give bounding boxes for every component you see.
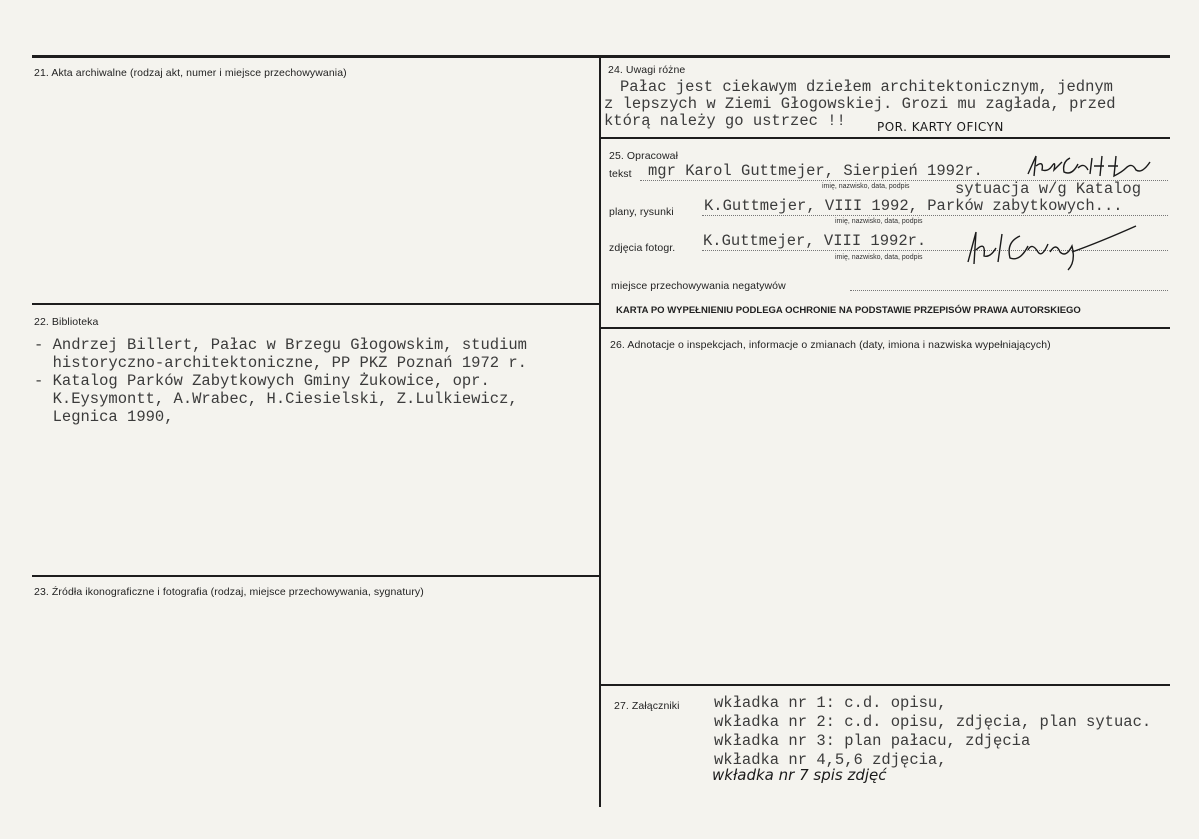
attachment-line-1: wkładka nr 1: c.d. opisu,	[714, 694, 947, 712]
section-27-label: 27. Załączniki	[614, 700, 680, 712]
section-25-label: 25. Opracował	[609, 150, 679, 162]
plany-value: K.Guttmejer, VIII 1992, Parków zabytkowych...	[704, 197, 1123, 215]
tekst-sub-label: imię, nazwisko, data, podpis	[822, 183, 910, 190]
section-24-label: 24. Uwagi różne	[608, 64, 686, 76]
remarks-line-1: Pałac jest ciekawym dziełem architektonicznym, jednym	[620, 78, 1113, 96]
rule-22-23	[32, 575, 600, 577]
plany-extra: sytuacja w/g Katalog	[955, 180, 1142, 198]
top-rule	[32, 55, 1170, 58]
zdjecia-value: K.Guttmejer, VIII 1992r.	[703, 232, 927, 250]
remarks-line-3: którą należy go ustrzec !!	[604, 112, 846, 130]
attachment-line-4: wkładka nr 4,5,6 zdjęcia,	[714, 751, 947, 769]
rule-25-26	[600, 327, 1170, 329]
plany-dotted-line	[702, 215, 1168, 216]
tekst-value: mgr Karol Guttmejer, Sierpień 1992r.	[648, 162, 983, 180]
bibliography-line-4: K.Eysymontt, A.Wrabec, H.Ciesielski, Z.Lulkiewicz,	[34, 390, 518, 408]
bibliography-line-3: - Katalog Parków Zabytkowych Gminy Żukowice, opr.	[34, 372, 490, 390]
attachment-handline: wkładka nr 7 spis zdjęć	[712, 766, 887, 784]
zdjecia-label: zdjęcia fotogr.	[609, 242, 676, 254]
zdjecia-sub-label: imię, nazwisko, data, podpis	[835, 254, 923, 261]
rule-21-22	[32, 303, 600, 305]
center-divider	[599, 55, 601, 807]
plany-label: plany, rysunki	[609, 206, 674, 218]
negatywy-dotted-line	[850, 290, 1168, 291]
signature-2	[960, 222, 1150, 272]
bibliography-line-2: historyczno-architektoniczne, PP PKZ Poznań 1972 r.	[34, 354, 527, 372]
bibliography-line-5: Legnica 1990,	[34, 408, 174, 426]
section-21-label: 21. Akta archiwalne (rodzaj akt, numer i miejsce przechowywania)	[34, 67, 347, 79]
copyright-notice: KARTA PO WYPEŁNIENIU PODLEGA OCHRONIE NA PODSTAWIE PRZEPISÓW PRAWA AUTORSKIEGO	[616, 305, 1081, 316]
bibliography-line-1: - Andrzej Billert, Pałac w Brzegu Głogowskim, studium	[34, 336, 527, 354]
remarks-line-2: z lepszych w Ziemi Głogowskiej. Grozi mu zagłada, przed	[604, 95, 1116, 113]
rule-24-25	[600, 137, 1170, 139]
rule-26-27	[600, 684, 1170, 686]
attachment-line-2: wkładka nr 2: c.d. opisu, zdjęcia, plan sytuac.	[714, 713, 1152, 731]
section-26-label: 26. Adnotacje o inspekcjach, informacje o zmianach (daty, imiona i nazwiska wypełniających)	[610, 339, 1051, 351]
negatywy-label: miejsce przechowywania negatywów	[611, 280, 786, 292]
signature-1	[1022, 152, 1162, 182]
section-23-label: 23. Źródła ikonograficzne i fotografia (rodzaj, miejsce przechowywania, sygnatury)	[34, 586, 424, 598]
remarks-handnote: POR. KARTY OFICYN	[877, 120, 1004, 134]
tekst-label: tekst	[609, 168, 632, 180]
section-22-label: 22. Biblioteka	[34, 316, 99, 328]
attachment-line-3: wkładka nr 3: plan pałacu, zdjęcia	[714, 732, 1031, 750]
plany-sub-label: imię, nazwisko, data, podpis	[835, 218, 923, 225]
